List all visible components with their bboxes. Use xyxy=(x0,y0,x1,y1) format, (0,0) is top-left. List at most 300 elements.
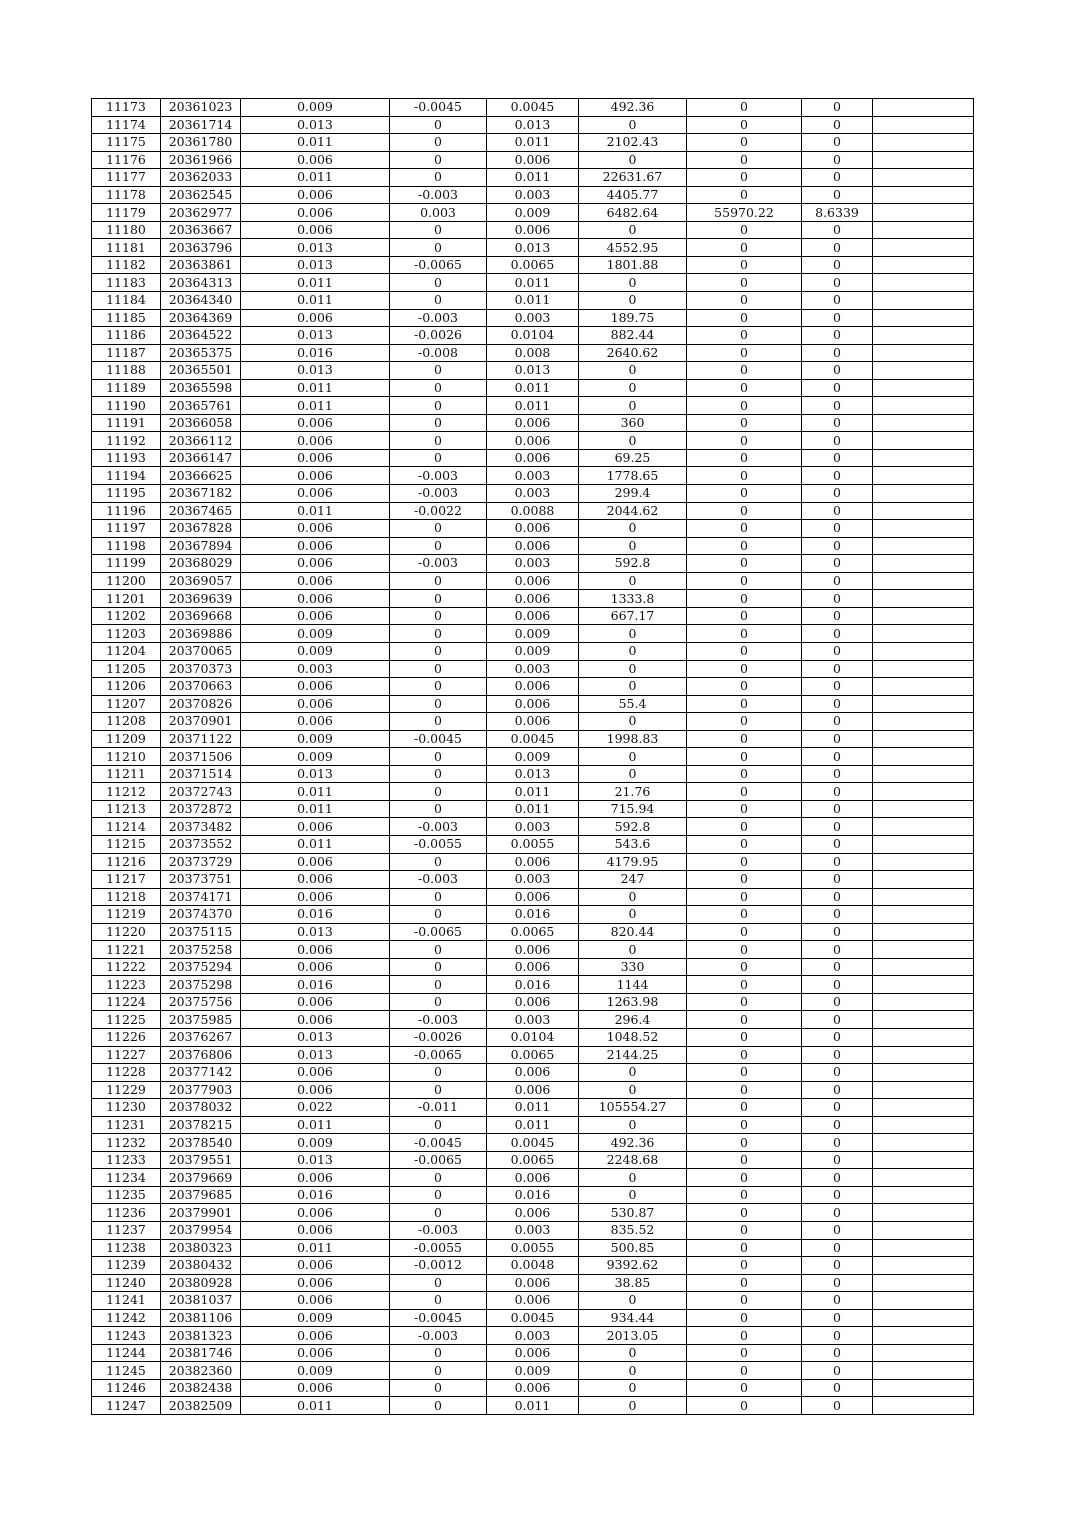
cell-col-i xyxy=(873,993,974,1011)
cell-col-i xyxy=(873,292,974,310)
cell-col-d: 0 xyxy=(390,239,487,257)
cell-col-g: 0 xyxy=(687,99,802,117)
cell-col-g: 0 xyxy=(687,1116,802,1134)
cell-col-c: 0.006 xyxy=(241,432,390,450)
cell-row-number: 11207 xyxy=(92,695,161,713)
cell-col-e: 0.0088 xyxy=(487,502,579,520)
table-row xyxy=(92,871,974,889)
cell-col-c: 0.006 xyxy=(241,1257,390,1275)
cell-col-e: 0.016 xyxy=(487,976,579,994)
cell-col-c: 0.013 xyxy=(241,239,390,257)
cell-col-f: 0 xyxy=(579,116,687,134)
cell-id: 20375258 xyxy=(161,941,241,959)
cell-col-h: 0 xyxy=(802,1222,873,1240)
cell-row-number: 11190 xyxy=(92,397,161,415)
cell-col-f: 0 xyxy=(579,292,687,310)
table-row xyxy=(92,1362,974,1380)
table-row xyxy=(92,1327,974,1345)
cell-col-g: 0 xyxy=(687,625,802,643)
cell-col-d: 0 xyxy=(390,397,487,415)
cell-col-d: -0.003 xyxy=(390,818,487,836)
cell-col-i xyxy=(873,1169,974,1187)
cell-id: 20361780 xyxy=(161,134,241,152)
cell-col-g: 0 xyxy=(687,221,802,239)
cell-row-number: 11217 xyxy=(92,871,161,889)
cell-col-c: 0.009 xyxy=(241,748,390,766)
cell-col-h: 0 xyxy=(802,344,873,362)
cell-col-g: 0 xyxy=(687,1046,802,1064)
cell-col-f: 0 xyxy=(579,906,687,924)
cell-col-i xyxy=(873,397,974,415)
cell-row-number: 11206 xyxy=(92,678,161,696)
cell-row-number: 11230 xyxy=(92,1099,161,1117)
cell-id: 20362033 xyxy=(161,169,241,187)
cell-id: 20376806 xyxy=(161,1046,241,1064)
cell-col-e: 0.006 xyxy=(487,1344,579,1362)
cell-col-e: 0.016 xyxy=(487,906,579,924)
cell-id: 20371506 xyxy=(161,748,241,766)
cell-col-f: 0 xyxy=(579,1379,687,1397)
cell-col-i xyxy=(873,1028,974,1046)
cell-col-g: 0 xyxy=(687,1344,802,1362)
cell-col-i xyxy=(873,1309,974,1327)
cell-col-f: 0 xyxy=(579,151,687,169)
cell-col-f: 492.36 xyxy=(579,99,687,117)
cell-id: 20366058 xyxy=(161,414,241,432)
cell-col-g: 0 xyxy=(687,169,802,187)
cell-col-g: 0 xyxy=(687,572,802,590)
cell-id: 20371514 xyxy=(161,765,241,783)
cell-col-e: 0.006 xyxy=(487,713,579,731)
cell-col-g: 0 xyxy=(687,660,802,678)
cell-col-h: 0 xyxy=(802,134,873,152)
cell-col-c: 0.009 xyxy=(241,1309,390,1327)
cell-id: 20369057 xyxy=(161,572,241,590)
cell-col-f: 4179.95 xyxy=(579,853,687,871)
cell-row-number: 11240 xyxy=(92,1274,161,1292)
cell-col-f: 247 xyxy=(579,871,687,889)
cell-col-i xyxy=(873,642,974,660)
cell-col-h: 0 xyxy=(802,116,873,134)
cell-id: 20381106 xyxy=(161,1309,241,1327)
cell-col-d: -0.003 xyxy=(390,1222,487,1240)
cell-col-h: 0 xyxy=(802,765,873,783)
cell-col-c: 0.006 xyxy=(241,1327,390,1345)
cell-col-e: 0.006 xyxy=(487,607,579,625)
cell-id: 20370663 xyxy=(161,678,241,696)
cell-col-f: 592.8 xyxy=(579,818,687,836)
cell-col-d: 0 xyxy=(390,642,487,660)
cell-col-g: 0 xyxy=(687,239,802,257)
cell-col-h: 0 xyxy=(802,1379,873,1397)
table-row xyxy=(92,309,974,327)
cell-col-d: -0.0065 xyxy=(390,923,487,941)
cell-col-g: 0 xyxy=(687,1309,802,1327)
cell-col-c: 0.013 xyxy=(241,256,390,274)
cell-col-e: 0.006 xyxy=(487,432,579,450)
cell-col-g: 0 xyxy=(687,607,802,625)
cell-col-g: 0 xyxy=(687,432,802,450)
cell-id: 20374171 xyxy=(161,888,241,906)
cell-row-number: 11234 xyxy=(92,1169,161,1187)
cell-col-h: 0 xyxy=(802,1011,873,1029)
table-row xyxy=(92,99,974,117)
cell-col-e: 0.009 xyxy=(487,1362,579,1380)
cell-col-i xyxy=(873,1344,974,1362)
cell-col-h: 0 xyxy=(802,502,873,520)
cell-col-f: 0 xyxy=(579,748,687,766)
cell-id: 20367828 xyxy=(161,520,241,538)
cell-col-d: 0 xyxy=(390,800,487,818)
cell-col-f: 0 xyxy=(579,625,687,643)
table-row xyxy=(92,1134,974,1152)
cell-col-e: 0.003 xyxy=(487,1222,579,1240)
cell-col-h: 0 xyxy=(802,941,873,959)
cell-row-number: 11214 xyxy=(92,818,161,836)
cell-col-e: 0.0065 xyxy=(487,1046,579,1064)
cell-col-h: 0 xyxy=(802,1099,873,1117)
cell-col-f: 500.85 xyxy=(579,1239,687,1257)
cell-col-h: 0 xyxy=(802,1064,873,1082)
cell-col-g: 0 xyxy=(687,1169,802,1187)
cell-col-d: 0 xyxy=(390,1379,487,1397)
cell-col-i xyxy=(873,888,974,906)
cell-row-number: 11177 xyxy=(92,169,161,187)
cell-col-d: 0 xyxy=(390,1169,487,1187)
cell-col-f: 0 xyxy=(579,1116,687,1134)
cell-col-g: 0 xyxy=(687,309,802,327)
cell-col-g: 0 xyxy=(687,1362,802,1380)
cell-col-c: 0.006 xyxy=(241,941,390,959)
cell-col-i xyxy=(873,976,974,994)
cell-id: 20375294 xyxy=(161,958,241,976)
cell-row-number: 11244 xyxy=(92,1344,161,1362)
cell-col-e: 0.003 xyxy=(487,660,579,678)
cell-col-d: 0 xyxy=(390,134,487,152)
cell-col-d: 0.003 xyxy=(390,204,487,222)
cell-col-f: 530.87 xyxy=(579,1204,687,1222)
cell-row-number: 11176 xyxy=(92,151,161,169)
cell-col-g: 0 xyxy=(687,1011,802,1029)
cell-col-h: 0 xyxy=(802,818,873,836)
cell-row-number: 11239 xyxy=(92,1257,161,1275)
cell-col-e: 0.0045 xyxy=(487,99,579,117)
cell-col-d: 0 xyxy=(390,958,487,976)
cell-id: 20376267 xyxy=(161,1028,241,1046)
table-row xyxy=(92,362,974,380)
cell-col-f: 0 xyxy=(579,1397,687,1415)
cell-col-h: 0 xyxy=(802,555,873,573)
cell-col-g: 0 xyxy=(687,520,802,538)
cell-col-c: 0.011 xyxy=(241,835,390,853)
cell-col-d: 0 xyxy=(390,414,487,432)
table-row xyxy=(92,379,974,397)
cell-col-f: 820.44 xyxy=(579,923,687,941)
cell-col-f: 1801.88 xyxy=(579,256,687,274)
cell-col-d: 0 xyxy=(390,432,487,450)
cell-col-h: 0 xyxy=(802,1239,873,1257)
cell-id: 20364313 xyxy=(161,274,241,292)
cell-col-d: -0.0045 xyxy=(390,1309,487,1327)
cell-col-d: -0.003 xyxy=(390,1327,487,1345)
cell-col-f: 492.36 xyxy=(579,1134,687,1152)
cell-id: 20382438 xyxy=(161,1379,241,1397)
cell-row-number: 11196 xyxy=(92,502,161,520)
cell-row-number: 11237 xyxy=(92,1222,161,1240)
cell-row-number: 11181 xyxy=(92,239,161,257)
table-row xyxy=(92,941,974,959)
table-row xyxy=(92,432,974,450)
cell-col-h: 0 xyxy=(802,99,873,117)
cell-col-c: 0.009 xyxy=(241,642,390,660)
cell-col-h: 0 xyxy=(802,327,873,345)
cell-row-number: 11220 xyxy=(92,923,161,941)
cell-col-i xyxy=(873,958,974,976)
cell-col-g: 0 xyxy=(687,449,802,467)
cell-col-h: 0 xyxy=(802,432,873,450)
cell-id: 20379954 xyxy=(161,1222,241,1240)
cell-id: 20375756 xyxy=(161,993,241,1011)
cell-row-number: 11179 xyxy=(92,204,161,222)
cell-col-e: 0.011 xyxy=(487,1116,579,1134)
table-row xyxy=(92,292,974,310)
cell-col-f: 0 xyxy=(579,1169,687,1187)
cell-id: 20373729 xyxy=(161,853,241,871)
cell-id: 20381323 xyxy=(161,1327,241,1345)
cell-col-f: 4405.77 xyxy=(579,186,687,204)
cell-row-number: 11210 xyxy=(92,748,161,766)
cell-row-number: 11225 xyxy=(92,1011,161,1029)
cell-row-number: 11195 xyxy=(92,485,161,503)
cell-col-g: 0 xyxy=(687,923,802,941)
cell-col-f: 0 xyxy=(579,1081,687,1099)
cell-row-number: 11218 xyxy=(92,888,161,906)
cell-col-d: 0 xyxy=(390,1397,487,1415)
cell-row-number: 11228 xyxy=(92,1064,161,1082)
cell-col-c: 0.006 xyxy=(241,1292,390,1310)
cell-col-c: 0.006 xyxy=(241,186,390,204)
cell-col-i xyxy=(873,1011,974,1029)
cell-col-h: 0 xyxy=(802,1292,873,1310)
cell-row-number: 11198 xyxy=(92,537,161,555)
cell-col-d: -0.003 xyxy=(390,467,487,485)
cell-col-e: 0.006 xyxy=(487,1292,579,1310)
cell-col-d: 0 xyxy=(390,169,487,187)
cell-col-c: 0.011 xyxy=(241,1397,390,1415)
cell-col-i xyxy=(873,1151,974,1169)
cell-col-g: 0 xyxy=(687,871,802,889)
cell-col-c: 0.013 xyxy=(241,362,390,380)
cell-col-h: 0 xyxy=(802,1169,873,1187)
cell-col-g: 0 xyxy=(687,730,802,748)
cell-col-f: 715.94 xyxy=(579,800,687,818)
cell-col-f: 1263.98 xyxy=(579,993,687,1011)
cell-col-d: 0 xyxy=(390,590,487,608)
cell-row-number: 11232 xyxy=(92,1134,161,1152)
cell-col-i xyxy=(873,923,974,941)
cell-id: 20362977 xyxy=(161,204,241,222)
cell-col-i xyxy=(873,765,974,783)
cell-col-h: 0 xyxy=(802,906,873,924)
cell-col-g: 0 xyxy=(687,993,802,1011)
cell-col-e: 0.011 xyxy=(487,1099,579,1117)
cell-row-number: 11223 xyxy=(92,976,161,994)
cell-col-e: 0.003 xyxy=(487,818,579,836)
table-row xyxy=(92,520,974,538)
cell-row-number: 11185 xyxy=(92,309,161,327)
table-row xyxy=(92,713,974,731)
cell-id: 20371122 xyxy=(161,730,241,748)
cell-col-c: 0.006 xyxy=(241,537,390,555)
cell-col-e: 0.006 xyxy=(487,590,579,608)
cell-col-d: 0 xyxy=(390,1344,487,1362)
cell-col-c: 0.006 xyxy=(241,695,390,713)
cell-col-c: 0.006 xyxy=(241,1064,390,1082)
cell-col-e: 0.003 xyxy=(487,467,579,485)
cell-col-e: 0.011 xyxy=(487,783,579,801)
cell-col-c: 0.003 xyxy=(241,660,390,678)
cell-col-d: -0.011 xyxy=(390,1099,487,1117)
table-row xyxy=(92,765,974,783)
cell-col-i xyxy=(873,818,974,836)
cell-col-d: -0.0065 xyxy=(390,1046,487,1064)
cell-col-i xyxy=(873,169,974,187)
cell-col-e: 0.016 xyxy=(487,1186,579,1204)
cell-col-g: 0 xyxy=(687,292,802,310)
cell-col-h: 0 xyxy=(802,151,873,169)
cell-col-h: 0 xyxy=(802,537,873,555)
cell-col-f: 0 xyxy=(579,678,687,696)
cell-col-d: 0 xyxy=(390,572,487,590)
cell-col-i xyxy=(873,660,974,678)
cell-col-i xyxy=(873,186,974,204)
cell-col-d: 0 xyxy=(390,1116,487,1134)
cell-col-e: 0.006 xyxy=(487,520,579,538)
cell-col-h: 0 xyxy=(802,871,873,889)
cell-col-h: 0 xyxy=(802,572,873,590)
cell-row-number: 11193 xyxy=(92,449,161,467)
cell-col-i xyxy=(873,414,974,432)
cell-col-i xyxy=(873,1099,974,1117)
cell-col-d: 0 xyxy=(390,537,487,555)
cell-col-g: 0 xyxy=(687,695,802,713)
cell-col-d: 0 xyxy=(390,292,487,310)
cell-col-f: 2102.43 xyxy=(579,134,687,152)
table-row xyxy=(92,1186,974,1204)
cell-col-f: 0 xyxy=(579,432,687,450)
table-row xyxy=(92,1116,974,1134)
cell-col-g: 0 xyxy=(687,835,802,853)
cell-col-i xyxy=(873,625,974,643)
cell-col-c: 0.006 xyxy=(241,713,390,731)
cell-col-g: 0 xyxy=(687,414,802,432)
cell-id: 20363861 xyxy=(161,256,241,274)
cell-col-c: 0.009 xyxy=(241,625,390,643)
cell-id: 20379551 xyxy=(161,1151,241,1169)
cell-col-d: 0 xyxy=(390,1204,487,1222)
cell-col-c: 0.011 xyxy=(241,1239,390,1257)
cell-col-i xyxy=(873,502,974,520)
cell-col-i xyxy=(873,1379,974,1397)
cell-col-c: 0.016 xyxy=(241,344,390,362)
cell-row-number: 11245 xyxy=(92,1362,161,1380)
cell-row-number: 11242 xyxy=(92,1309,161,1327)
cell-col-c: 0.006 xyxy=(241,520,390,538)
cell-col-g: 0 xyxy=(687,537,802,555)
cell-col-g: 0 xyxy=(687,713,802,731)
cell-id: 20370065 xyxy=(161,642,241,660)
table-row xyxy=(92,1099,974,1117)
cell-col-g: 0 xyxy=(687,1204,802,1222)
cell-col-h: 0 xyxy=(802,520,873,538)
cell-id: 20378215 xyxy=(161,1116,241,1134)
cell-col-c: 0.006 xyxy=(241,590,390,608)
cell-col-h: 0 xyxy=(802,397,873,415)
cell-col-c: 0.013 xyxy=(241,1151,390,1169)
cell-col-e: 0.013 xyxy=(487,362,579,380)
data-table xyxy=(91,98,974,1415)
table-row xyxy=(92,204,974,222)
cell-col-h: 0 xyxy=(802,695,873,713)
table-row xyxy=(92,1222,974,1240)
cell-col-h: 0 xyxy=(802,1204,873,1222)
cell-id: 20370826 xyxy=(161,695,241,713)
table-row xyxy=(92,1204,974,1222)
cell-col-h: 0 xyxy=(802,1134,873,1152)
table-row xyxy=(92,186,974,204)
cell-col-f: 0 xyxy=(579,1362,687,1380)
cell-col-d: 0 xyxy=(390,1292,487,1310)
cell-col-i xyxy=(873,1362,974,1380)
table-row xyxy=(92,449,974,467)
cell-col-f: 9392.62 xyxy=(579,1257,687,1275)
cell-col-h: 0 xyxy=(802,853,873,871)
cell-row-number: 11189 xyxy=(92,379,161,397)
cell-col-d: 0 xyxy=(390,1186,487,1204)
cell-col-f: 0 xyxy=(579,274,687,292)
cell-col-e: 0.006 xyxy=(487,151,579,169)
cell-row-number: 11205 xyxy=(92,660,161,678)
cell-col-c: 0.006 xyxy=(241,449,390,467)
table-row xyxy=(92,1046,974,1064)
cell-id: 20373751 xyxy=(161,871,241,889)
cell-col-e: 0.009 xyxy=(487,642,579,660)
cell-col-i xyxy=(873,1397,974,1415)
cell-col-e: 0.0065 xyxy=(487,1151,579,1169)
cell-col-g: 0 xyxy=(687,590,802,608)
table-row xyxy=(92,642,974,660)
cell-col-c: 0.006 xyxy=(241,888,390,906)
cell-col-i xyxy=(873,713,974,731)
cell-row-number: 11227 xyxy=(92,1046,161,1064)
cell-col-i xyxy=(873,730,974,748)
table-row xyxy=(92,467,974,485)
table-row xyxy=(92,607,974,625)
cell-col-h: 0 xyxy=(802,590,873,608)
cell-col-g: 0 xyxy=(687,1151,802,1169)
cell-col-f: 21.76 xyxy=(579,783,687,801)
cell-col-i xyxy=(873,835,974,853)
cell-row-number: 11209 xyxy=(92,730,161,748)
cell-col-h: 0 xyxy=(802,748,873,766)
cell-id: 20365375 xyxy=(161,344,241,362)
cell-row-number: 11238 xyxy=(92,1239,161,1257)
cell-col-i xyxy=(873,572,974,590)
cell-col-d: 0 xyxy=(390,748,487,766)
cell-col-h: 0 xyxy=(802,1309,873,1327)
cell-col-g: 0 xyxy=(687,186,802,204)
cell-row-number: 11178 xyxy=(92,186,161,204)
